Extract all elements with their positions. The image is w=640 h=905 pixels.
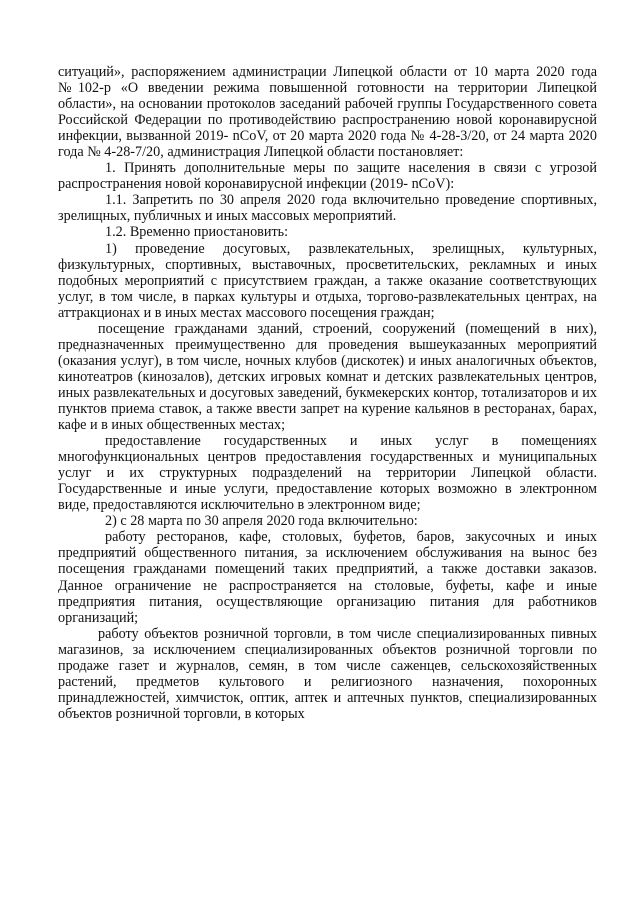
paragraph: 1.2. Временно приостановить: [105,224,289,241]
paragraph: работу объектов розничной торговли, в том числе специализированных пивных магазинов, за исключением специализированных объектов розничной торговли по продаже газет и журналов, семян, в том числе саженцев, сельскохозяйственных растений, предметов культового и религиозного назначения, похоронных принадлежностей, химчисток, оптик, аптек и аптечных пунктов, специализированных объектов розничной торговли, в которых [58,625,597,722]
document-page [58,64,597,722]
paragraph: 2) с 28 марта по 30 апреля 2020 года включительно: [105,513,418,530]
paragraph: 1. Принять дополнительные меры по защите населения в связи с угрозой распространения новой коронавирусной инфекции (2019- nCoV): [58,160,597,193]
paragraph: посещение гражданами зданий, строений, сооружений (помещений в них), предназначенных преимущественно для проведения вышеуказанных мероприятий (оказания услуг), в том числе, ночных клубов (дискотек) и иных аналогичных объектов, кинотеатров (кинозалов), детских игровых комнат и детских развлекательных центров, иных развлекательных и досуговых заведений, букмекерских контор, тотализаторов и их пунктов приема ставок, а также ввести запрет на курение кальянов в ресторанах, барах, кафе и в иных общественных местах; [58,320,597,434]
paragraph: работу ресторанов, кафе, столовых, буфетов, баров, закусочных и иных предприятий общественного питания, за исключением обслуживания на вынос без посещения гражданами помещений таких предприятий, а также доставки заказов. Данное ограничение не распространяется на столовые, буфеты, кафе и иные предприятия питания, осуществляющие организацию питания для работников организаций; [58,529,597,626]
paragraph: ситуаций», распоряжением администрации Липецкой области от 10 марта 2020 года №102-р «О введении режима повышенной готовности на территории Липецкой области», на основании протоколов заседаний рабочей группы Государственного совета Российской Федерации по противодействию распространению новой коронавирусной инфекции, вызванной 2019- nCoV, от 20 марта 2020 года № 4-28-3/20, от 24 марта 2020 года № 4-28-7/20, администрация Липецкой области постановляет: [58,64,597,161]
paragraph: 1.1. Запретить по 30 апреля 2020 года включительно проведение спортивных, зрелищных, публичных и иных массовых мероприятий. [58,192,597,225]
paragraph: предоставление государственных и иных услуг в помещениях многофункциональных центров предоставления государственных и муниципальных услуг и их структурных подразделений на территории Липецкой области. Государственные и иные услуги, предоставление которых возможно в электронном виде, предоставляются исключительно в электронном виде; [58,433,597,514]
paragraph: 1) проведение досуговых, развлекательных, зрелищных, культурных, физкультурных, спортивных, выставочных, просветительских, рекламных и иных подобных мероприятий с присутствием граждан, а также оказание соответствующих услуг, в том числе, в парках культуры и отдыха, торгово-развлекательных центрах, на аттракционах и в иных местах массового посещения граждан; [58,240,597,321]
